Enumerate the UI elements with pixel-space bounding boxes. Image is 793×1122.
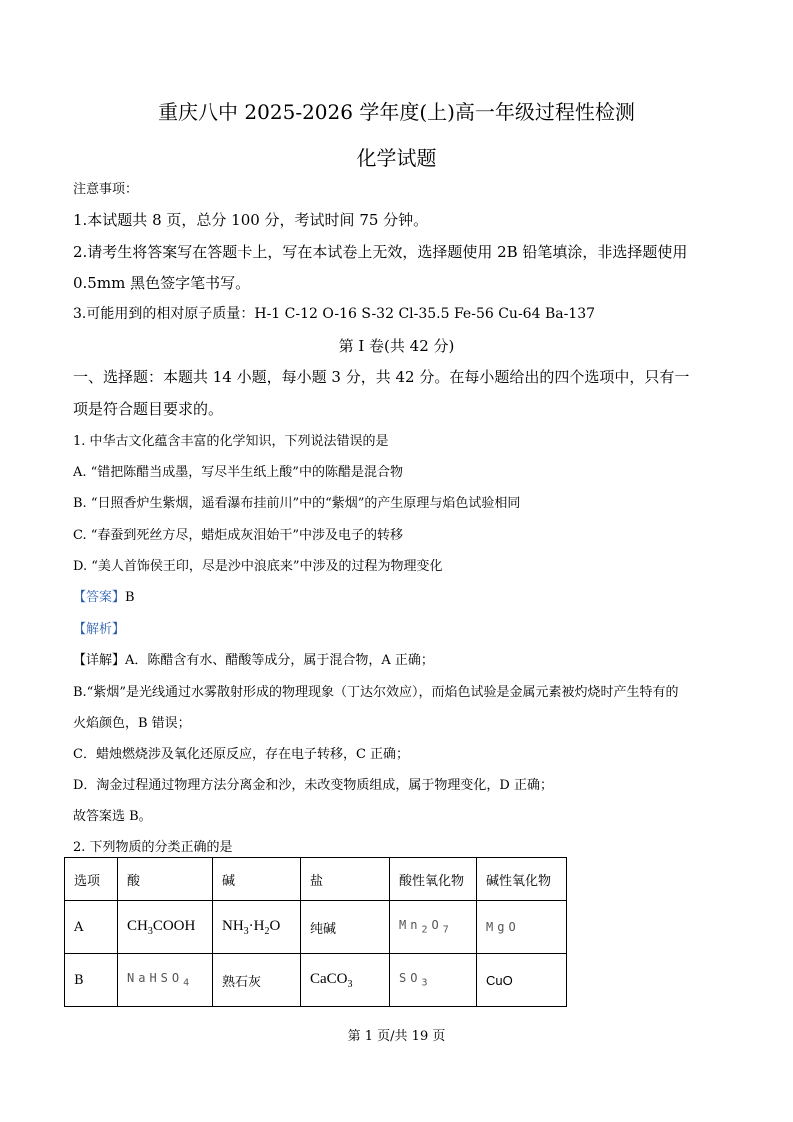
q1-detail-4: D．淘金过程通过物理方法分离金和沙，未改变物质组成，属于物理变化，D 正确； [73,778,553,793]
header-basic-oxide: 碱性氧化物 [477,858,567,901]
row-b-base: 熟石灰 [213,954,301,1007]
detail-text: A．陈醋含有水、醋酸等成分，属于混合物，A 正确； [125,653,434,668]
answer-tag: 【答案】 [73,590,126,605]
q1-detail-2: B.“紫烟”是光线通过水雾散射形成的物理现象（丁达尔效应），而焰色试验是金属元素被灼烧时产生特有的 [73,685,679,700]
row-a-salt: 纯碱 [301,901,390,954]
q1-stem: 1. 中华古文化蕴含丰富的化学知识，下列说法错误的是 [73,434,389,449]
row-b-basic-oxide: CuO [477,954,567,1007]
section-instructions-cont: 项是符合题目要求的。 [73,400,224,418]
q1-detail-3: C．蜡烛燃烧涉及氧化还原反应，存在电子转移，C 正确； [73,747,410,762]
q1-option-a: A. “错把陈醋当成墨，写尽半生纸上酸”中的陈醋是混合物 [73,465,403,480]
q2-stem: 2. 下列物质的分类正确的是 [73,840,233,855]
notice-item-2: 2.请考生将答案写在答题卡上，写在本试卷上无效，选择题使用 2B 铅笔填涂，非选择题使用 [73,243,688,261]
detail-tag: 【详解】 [73,653,126,668]
header-base: 碱 [213,858,301,901]
row-b-acid-oxide: $SO_3$ [390,954,477,1007]
q1-answer [73,586,135,605]
header-acid: 酸 [118,858,213,901]
answer-value: B [125,590,135,605]
part1-heading: 第 I 卷(共 42 分) [338,337,455,355]
section-instructions: 一、选择题：本题共 14 小题，每小题 3 分，共 42 分。在每小题给出的四个选项中，只有一 [73,368,690,386]
header-acid-oxide: 酸性氧化物 [390,858,477,901]
row-a-acid-oxide: $Mn_2O_7$ [390,901,477,954]
table-header-row [65,858,567,901]
row-a-basic-oxide: MgO [477,901,567,954]
page-subtitle: 化学试题 [356,146,437,170]
row-a-base: $NH_3\cdot H_2O$ [213,901,301,954]
q1-detail-2-cont: 火焰颜色，B 错误； [73,716,191,731]
classification-table [64,857,567,1007]
notice-item-2-cont: 0.5mm 黑色签字笔书写。 [73,274,251,292]
header-salt: 盐 [301,858,390,901]
q1-detail-1 [73,649,434,668]
header-option: 选项 [65,858,118,901]
q1-conclusion: 故答案选 B。 [73,809,152,824]
row-b-label: B [65,954,118,1007]
row-a-label: A [65,901,118,954]
row-b-salt: CaCO$_3$ [301,954,390,1007]
notice-item-1: 1.本试题共 8 页，总分 100 分，考试时间 75 分钟。 [73,211,429,229]
q1-option-c: C. “春蚕到死丝方尽，蜡炬成灰泪始干”中涉及电子的转移 [73,528,404,543]
row-b-acid: NaHSO$_4$ [118,954,213,1007]
notice-item-3: 3.可能用到的相对原子质量：H-1 C-12 O-16 S-32 Cl-35.5 Fe-56 Cu-64 Ba-137 [73,306,596,322]
q1-option-d: D. “美人首饰侯王印，尽是沙中浪底来”中涉及的过程为物理变化 [73,559,443,574]
row-a-acid: $CH_3COOH$ [118,901,213,954]
table-row [65,954,567,1007]
analysis-tag: 【解析】 [73,622,126,637]
q1-option-b: B. “日照香炉生紫烟，遥看瀑布挂前川”中的“紫烟”的产生原理与焰色试验相同 [73,496,521,511]
page-footer: 第 1 页/共 19 页 [347,1029,446,1044]
notice-heading: 注意事项： [73,182,139,197]
table-row [65,901,567,954]
page-title: 重庆八中 2025-2026 学年度(上)高一年级过程性检测 [158,100,635,124]
